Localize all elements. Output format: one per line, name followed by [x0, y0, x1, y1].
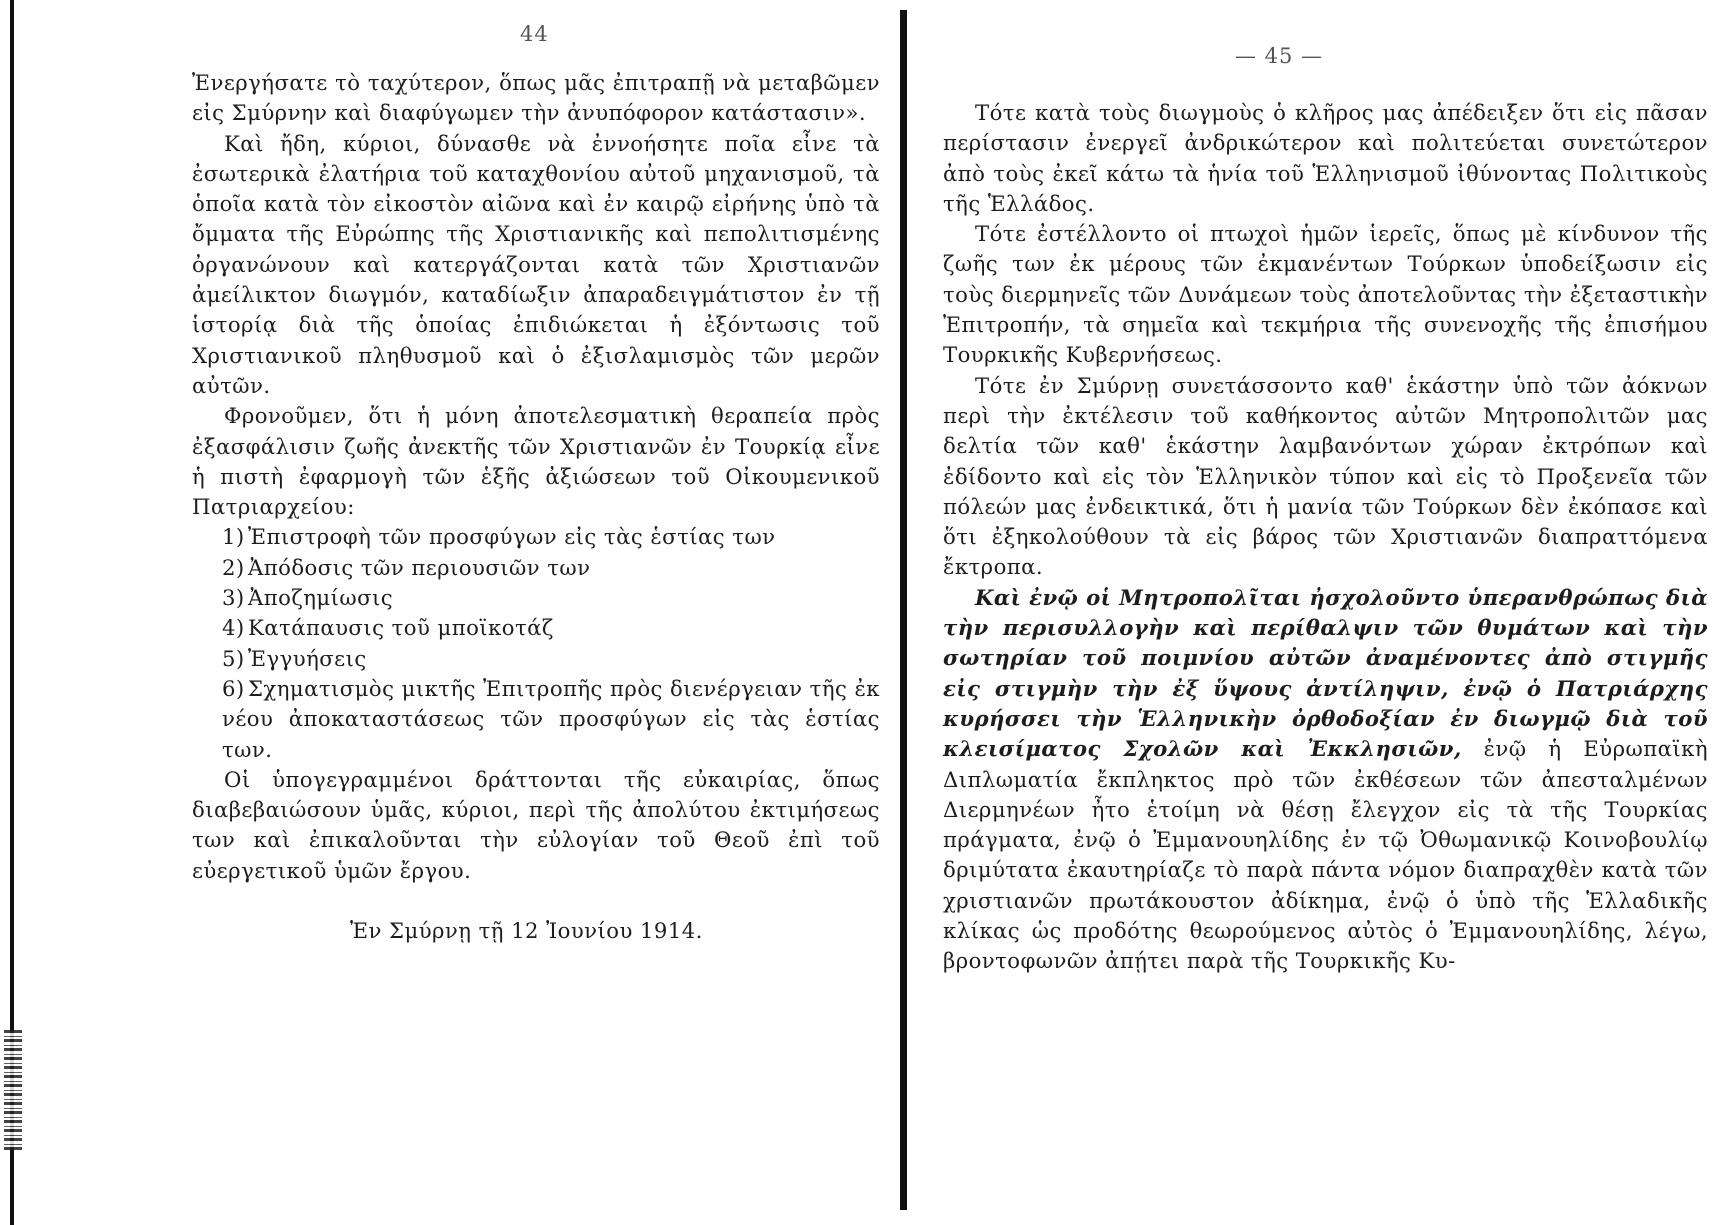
list-item [192, 522, 880, 552]
page-number: 44 [520, 22, 549, 46]
paragraph [943, 583, 1708, 977]
paragraph: Ἐνεργήσατε τὸ ταχύτερον, ὅπως μᾶς ἐπιτραπῇ νὰ μεταβῶμεν εἰς Σμύρνην καὶ διαφύγωμεν τὴν ἀνυπόφορον κατάστασιν». [192, 70, 880, 126]
signoff-line: Ἐν Σμύρνῃ τῇ 12 Ἰουνίου 1914. [350, 918, 703, 944]
paragraph: Τότε κατὰ τοὺς διωγμοὺς ὁ κλῆρος μας ἀπέδειξεν ὅτι εἰς πᾶσαν περίστασιν ἐνεργεῖ ἀνδρικώτερον καὶ πολιτεύεται συνετώτερον ἀπὸ τοὺς ἐκεῖ κάτω τὰ ἡνία τοῦ Ἑλληνισμοῦ ἰθύνοντας Πολιτικοὺς τῆς Ἑλλάδος. [943, 100, 1708, 216]
right-page [905, 0, 1728, 1225]
right-page-body [943, 98, 1708, 977]
list-text: Σχηματισμὸς μικτῆς Ἐπιτροπῆς πρὸς διενέργειαν τῆς ἐκ νέου ἀποκαταστάσεως τῶν προσφύγων εἰς τὰς ἑστίας των. [222, 675, 880, 762]
list-text: Ἀποζημίωσις [248, 585, 394, 611]
list-item [192, 644, 880, 674]
paragraph: Καὶ ἤδη, κύριοι, δύνασθε νὰ ἐννοήσητε ποῖα εἶνε τὰ ἐσωτερικὰ ἐλατήρια τοῦ καταχθονίου αὐτοῦ μηχανισμοῦ, τὰ ὁποῖα κατὰ τὸν εἰκοστὸν αἰῶνα καὶ ἐν καιρῷ εἰρήνης ὑπὸ τὰ ὄμματα τῆς Εὐρώπης τῆς Χριστιανικῆς καὶ πεπολιτισμένης ὀργανώνουν καὶ κατεργάζονται κατὰ τῶν Χριστιανῶν ἀμείλικτον διωγμόν, καταδίωξιν ἀπαραδειγμάτιστον ἐν τῇ ἱστορίᾳ διὰ τῆς ὁποίας ἐπιδιώκεται ἡ ἐξόντωσις τοῦ Χριστιανικοῦ πληθυσμοῦ καὶ ὁ ἐξισλαμισμὸς τῶν μερῶν αὐτῶν. [192, 130, 880, 398]
list-number: 4) [222, 615, 245, 641]
paragraph-text: ἐνῷ ἡ Εὐρωπαϊκὴ Διπλωματία ἔκπληκτος πρὸ τῶν ἐκθέσεων τῶν ἀπεσταλμένων Διερμηνέων ἦτο ἑτοίμη νὰ θέσῃ ἔλεγχον εἰς τὰ τῆς Τουρκίας πράγματα, ἐνῷ ὁ Ἐμμανουηλίδης ἐν τῷ Ὀθωμανικῷ Κοινοβουλίῳ δριμύτατα ἐκαυτηρίαζε τὸ παρὰ πάντα νόμον διαπραχθὲν κατὰ τῶν χριστιανῶν πρωτάκουστον ἀδίκημα, ἐνῷ ὁ ὑπὸ τῆς Ἑλλαδικῆς κλίκας ὡς προδότης θεωρούμενος αὐτὸς ὁ Ἐμμανουηλίδης, λέγω, βροντοφωνῶν ἀπῄτει παρὰ τῆς Τουρκικῆς Κυ- [943, 736, 1708, 974]
list-item [192, 613, 880, 643]
list-text: Ἀπόδοσις τῶν περιουσιῶν των [248, 554, 591, 580]
paragraph: Τότε ἐστέλλοντο οἱ πτωχοὶ ἡμῶν ἱερεῖς, ὅπως μὲ κίνδυνον τῆς ζωῆς των ἐκ μέρους τῶν ἐκμανέντων Τούρκων ὑποδείξωσιν εἰς τοὺς διερμηνεῖς τῶν Δυνάμεων τοὺς ἀποτελοῦντας τὴν ἐξεταστικὴν Ἐπιτροπήν, τὰ σημεῖα καὶ τεκμήρια τῆς συνενοχῆς τῆς ἐπισήμου Τουρκικῆς Κυβερνήσεως. [943, 221, 1708, 368]
list-number: 6) [222, 675, 245, 701]
list-item [192, 583, 880, 613]
paragraph: Φρονοῦμεν, ὅτι ἡ μόνη ἀποτελεσματικὴ θεραπεία πρὸς ἐξασφάλισιν ζωῆς ἀνεκτῆς τῶν Χριστιανῶν ἐν Τουρκίᾳ εἶνε ἡ πιστὴ ἐφαρμογὴ τῶν ἑξῆς ἀξιώσεων τοῦ Οἰκουμενικοῦ Πατριαρχείου: [192, 403, 880, 520]
paragraph: Τότε ἐν Σμύρνῃ συνετάσσοντο καθ' ἑκάστην ὑπὸ τῶν ἀόκνων περὶ τὴν ἐκτέλεσιν τοῦ καθήκοντος αὐτῶν Μητροπολιτῶν μας δελτία τῶν καθ' ἑκάστην λαμβανόντων χώραν ἐκτρόπων καὶ ἐδίδοντο καὶ εἰς τὸν Ἑλληνικὸν τύπον καὶ εἰς τὸ Προξενεῖα τῶν πόλεών μας ἐνδεικτικά, ὅτι ἡ μανία τῶν Τούρκων δὲν ἐκόπασε καὶ ὅτι ἐξηκολούθουν τὰ εἰς βάρος τῶν Χριστιανῶν διαπραττόμενα ἔκτροπα. [943, 372, 1708, 580]
list-number: 3) [222, 585, 245, 611]
list-item [192, 553, 880, 583]
list-text: Ἐγγυήσεις [248, 645, 367, 671]
list-text: Κατάπαυσις τοῦ μποϊκοτάζ [248, 615, 554, 641]
list-text: Ἐπιστροφὴ τῶν προσφύγων εἰς τὰς ἑστίας των [248, 524, 776, 550]
list-number: 1) [222, 524, 245, 550]
emphasized-text: Καὶ ἐνῷ οἱ Μητροπολῖται ἠσχολοῦντο ὑπερανθρώπως διὰ τὴν περισυλλογὴν καὶ περίθαλψιν τῶν θυμάτων καὶ τὴν σωτηρίαν τοῦ ποιμνίου αὐτῶν ἀναμένοντες ἀπὸ στιγμῆς εἰς στιγμὴν τὴν ἐξ ὕψους ἀντίληψιν, ἐνῷ ὁ Πατριάρχης κυρήσσει τὴν Ἑλληνικὴν ὀρθοδοξίαν ἐν διωγμῷ διὰ τοῦ κλεισίματος Σχολῶν καὶ Ἐκκλησιῶν, [943, 584, 1708, 762]
left-page-body [192, 68, 880, 946]
list-number: 2) [222, 554, 245, 580]
demands-list [192, 522, 880, 764]
page-number: — 45 — [1235, 44, 1324, 68]
list-number: 5) [222, 645, 245, 671]
list-item [192, 674, 880, 765]
closing-paragraph: Οἱ ὑπογεγραμμένοι δράττονται τῆς εὐκαιρίας, ὅπως διαβεβαιώσουν ὑμᾶς, κύριοι, περὶ τῆς ἀπολύτου ἐκτιμήσεως των καὶ ἐπικαλοῦνται τὴν εὐλογίαν τοῦ Θεοῦ ἐπὶ τοῦ εὐεργετικοῦ ὑμῶν ἔργου. [192, 766, 880, 883]
